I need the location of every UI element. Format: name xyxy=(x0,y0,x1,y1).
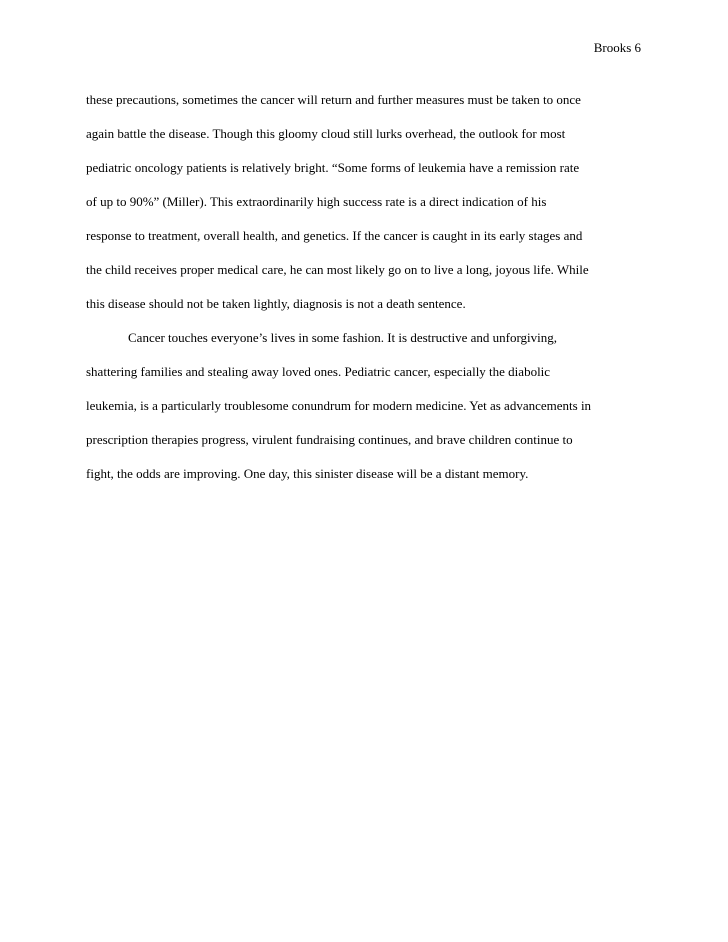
paragraph-2 xyxy=(86,321,646,491)
paragraph-1 xyxy=(86,83,646,321)
text-line: pediatric oncology patients is relatively bright. “Some forms of leukemia have a remission rate xyxy=(86,160,580,175)
text-line: the child receives proper medical care, he can most likely go on to live a long, joyous life. While xyxy=(86,262,589,277)
text-line: fight, the odds are improving. One day, this sinister disease will be a distant memory. xyxy=(86,466,529,481)
body-text xyxy=(86,83,646,491)
running-head: Brooks 6 xyxy=(593,40,641,55)
text-line: prescription therapies progress, virulent fundraising continues, and brave children continue to xyxy=(86,432,573,447)
text-line: this disease should not be taken lightly, diagnosis is not a death sentence. xyxy=(86,296,466,311)
text-line: shattering families and stealing away loved ones. Pediatric cancer, especially the diabolic xyxy=(86,364,551,379)
text-line-indented: Cancer touches everyone’s lives in some fashion. It is destructive and unforgiving, xyxy=(128,330,558,345)
text-line: again battle the disease. Though this gloomy cloud still lurks overhead, the outlook for most xyxy=(86,126,566,141)
text-line: of up to 90%” (Miller). This extraordinarily high success rate is a direct indication of his xyxy=(86,194,547,209)
text-line: these precautions, sometimes the cancer will return and further measures must be taken to once xyxy=(86,92,581,107)
text-line: response to treatment, overall health, and genetics. If the cancer is caught in its early stages and xyxy=(86,228,583,243)
text-line: leukemia, is a particularly troublesome conundrum for modern medicine. Yet as advancements in xyxy=(86,398,592,413)
